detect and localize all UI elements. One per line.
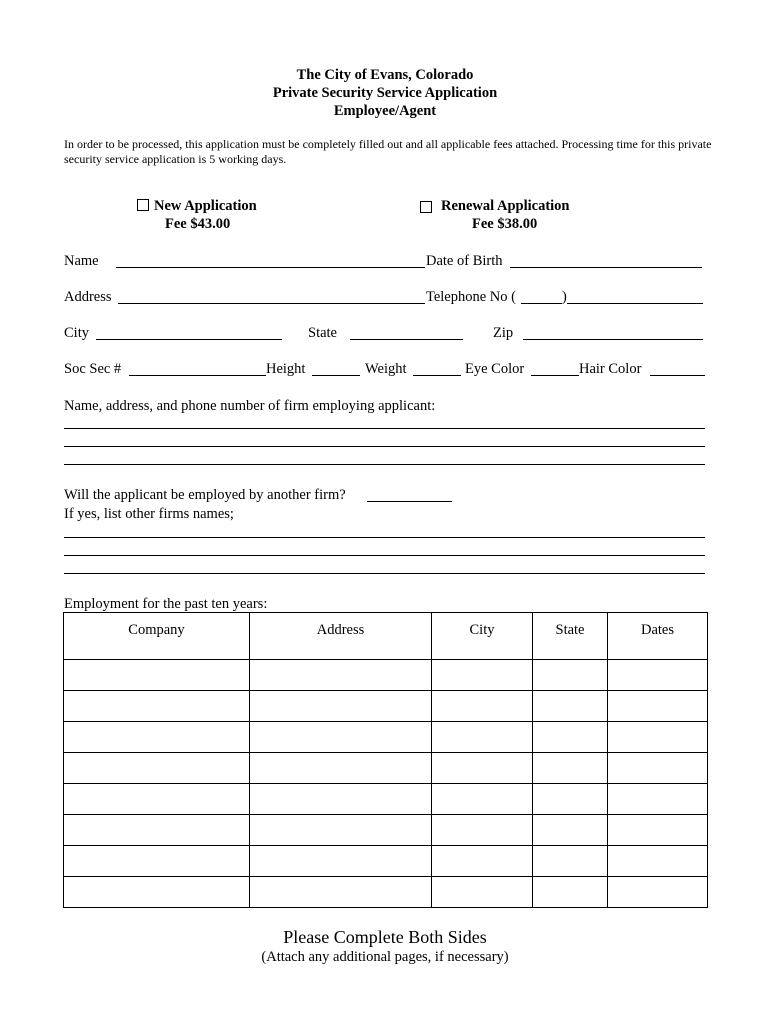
new-application-fee: Fee $43.00 xyxy=(165,216,231,232)
height-field[interactable] xyxy=(312,375,360,376)
other-firm-followup: If yes, list other firms names; xyxy=(64,506,234,522)
table-cell[interactable] xyxy=(608,877,708,908)
table-cell[interactable] xyxy=(250,784,432,815)
table-cell[interactable] xyxy=(432,722,533,753)
table-cell[interactable] xyxy=(533,722,608,753)
column-header-dates: Dates xyxy=(608,613,708,660)
telephone-field[interactable] xyxy=(567,303,703,304)
table-cell[interactable] xyxy=(250,722,432,753)
hair-color-label: Hair Color xyxy=(579,361,642,377)
table-cell[interactable] xyxy=(432,846,533,877)
table-row xyxy=(64,691,708,722)
table-row xyxy=(64,846,708,877)
table-row xyxy=(64,722,708,753)
footer-note: (Attach any additional pages, if necessary) xyxy=(261,949,509,965)
ssn-field[interactable] xyxy=(129,375,266,376)
table-row xyxy=(64,660,708,691)
new-application-label: New Application xyxy=(154,198,257,214)
zip-label: Zip xyxy=(493,325,514,341)
table-cell[interactable] xyxy=(64,846,250,877)
table-cell[interactable] xyxy=(533,660,608,691)
firm-line-2[interactable] xyxy=(64,446,705,447)
column-header-address: Address xyxy=(250,613,432,660)
employment-header-row xyxy=(64,613,708,660)
table-cell[interactable] xyxy=(64,877,250,908)
table-cell[interactable] xyxy=(608,815,708,846)
table-cell[interactable] xyxy=(250,846,432,877)
table-cell[interactable] xyxy=(432,691,533,722)
table-cell[interactable] xyxy=(64,784,250,815)
state-label: State xyxy=(308,325,337,341)
table-cell[interactable] xyxy=(250,815,432,846)
table-cell[interactable] xyxy=(533,691,608,722)
column-header-state: State xyxy=(533,613,608,660)
city-label: City xyxy=(64,325,89,341)
firm-line-1[interactable] xyxy=(64,428,705,429)
footer-instruction: Please Complete Both Sides xyxy=(283,927,487,947)
dob-label: Date of Birth xyxy=(426,253,503,269)
telephone-label: Telephone No ( xyxy=(426,289,516,305)
table-cell[interactable] xyxy=(64,660,250,691)
other-firm-line-3[interactable] xyxy=(64,573,705,574)
table-row xyxy=(64,784,708,815)
employment-rows xyxy=(64,660,708,908)
renewal-application-label: Renewal Application xyxy=(441,198,570,214)
address-label: Address xyxy=(64,289,112,305)
other-firm-line-2[interactable] xyxy=(64,555,705,556)
renewal-application-fee: Fee $38.00 xyxy=(472,216,538,232)
table-cell[interactable] xyxy=(608,784,708,815)
employment-caption: Employment for the past ten years: xyxy=(64,596,268,612)
table-cell[interactable] xyxy=(432,877,533,908)
zip-field[interactable] xyxy=(523,339,703,340)
intro-text: In order to be processed, this application must be completely filled out and all applicable fees attached. Processing time for this private security service application is 5 working days. xyxy=(64,137,712,166)
column-header-company: Company xyxy=(64,613,250,660)
table-cell[interactable] xyxy=(64,722,250,753)
table-cell[interactable] xyxy=(608,846,708,877)
other-firm-question: Will the applicant be employed by another firm? xyxy=(64,487,346,503)
table-cell[interactable] xyxy=(533,877,608,908)
table-cell[interactable] xyxy=(432,784,533,815)
address-field[interactable] xyxy=(118,303,425,304)
employment-table xyxy=(63,612,708,908)
table-cell[interactable] xyxy=(250,660,432,691)
table-cell[interactable] xyxy=(608,753,708,784)
height-label: Height xyxy=(266,361,306,377)
firm-prompt: Name, address, and phone number of firm employing applicant: xyxy=(64,398,436,414)
other-firm-answer-field[interactable] xyxy=(367,501,452,502)
table-cell[interactable] xyxy=(432,753,533,784)
table-cell[interactable] xyxy=(64,815,250,846)
name-field[interactable] xyxy=(116,267,425,268)
table-cell[interactable] xyxy=(608,691,708,722)
column-header-city: City xyxy=(432,613,533,660)
area-code-field[interactable] xyxy=(521,303,562,304)
table-row xyxy=(64,815,708,846)
table-cell[interactable] xyxy=(533,815,608,846)
table-row xyxy=(64,877,708,908)
table-cell[interactable] xyxy=(533,753,608,784)
table-cell[interactable] xyxy=(608,660,708,691)
hair-color-field[interactable] xyxy=(650,375,705,376)
table-cell[interactable] xyxy=(64,753,250,784)
table-cell[interactable] xyxy=(250,753,432,784)
table-cell[interactable] xyxy=(250,691,432,722)
weight-label: Weight xyxy=(365,361,407,377)
header-subtitle: Employee/Agent xyxy=(333,103,437,119)
eye-color-label: Eye Color xyxy=(465,361,525,377)
eye-color-field[interactable] xyxy=(531,375,579,376)
header-city: The City of Evans, Colorado xyxy=(296,67,474,83)
new-application-checkbox[interactable] xyxy=(137,199,149,211)
table-cell[interactable] xyxy=(608,722,708,753)
table-cell[interactable] xyxy=(64,691,250,722)
table-row xyxy=(64,753,708,784)
table-cell[interactable] xyxy=(533,846,608,877)
table-cell[interactable] xyxy=(250,877,432,908)
firm-line-3[interactable] xyxy=(64,464,705,465)
ssn-label: Soc Sec # xyxy=(64,361,122,377)
city-field[interactable] xyxy=(96,339,282,340)
renewal-application-checkbox[interactable] xyxy=(420,201,432,213)
name-label: Name xyxy=(64,253,99,269)
telephone-close-paren: ) xyxy=(562,289,567,305)
weight-field[interactable] xyxy=(413,375,461,376)
other-firm-line-1[interactable] xyxy=(64,537,705,538)
table-cell[interactable] xyxy=(432,815,533,846)
header-form-title: Private Security Service Application xyxy=(272,85,498,101)
state-field[interactable] xyxy=(350,339,463,340)
table-cell[interactable] xyxy=(432,660,533,691)
dob-field[interactable] xyxy=(510,267,702,268)
table-cell[interactable] xyxy=(533,784,608,815)
